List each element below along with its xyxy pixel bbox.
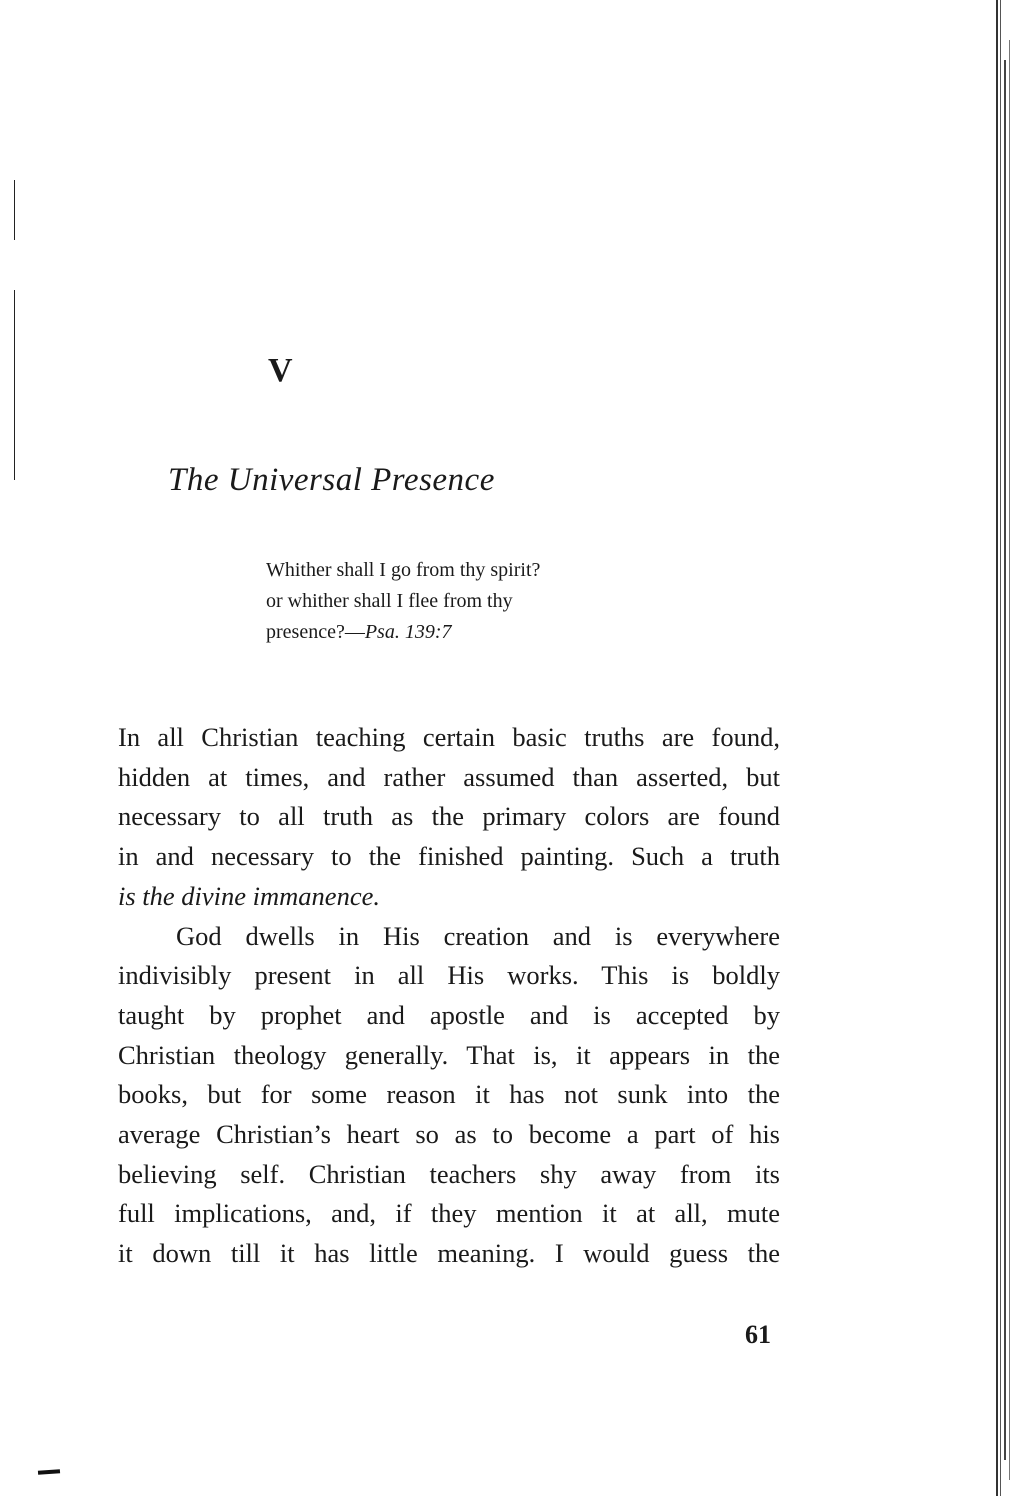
- epigraph-line: Whither shall I go from thy spirit?: [266, 559, 541, 581]
- body-text: [118, 718, 780, 1274]
- paragraph-line: necessary to all truth as the primary colors are found: [118, 801, 780, 832]
- epigraph-line: [266, 617, 686, 648]
- paragraph-line: God dwells in His creation and is everywhere: [176, 920, 780, 951]
- emphasis-text: is the divine immanence.: [118, 880, 380, 911]
- right-scan-edge: [1009, 40, 1010, 1480]
- epigraph: [266, 555, 686, 648]
- paragraph-line: believing self. Christian teachers shy away from its: [118, 1158, 780, 1189]
- chapter-title: The Universal Presence: [168, 462, 495, 498]
- epigraph-line: or whither shall I flee from thy: [266, 590, 513, 612]
- page-number: 61: [745, 1320, 771, 1349]
- scan-speck: [38, 1469, 60, 1475]
- paragraph-line: full implications, and, if they mention it at all, mute: [118, 1198, 780, 1229]
- epigraph-line-text: presence?—: [266, 621, 365, 643]
- paragraph-line: [118, 877, 780, 917]
- paragraph-line: in and necessary to the finished painting. Such a truth: [118, 841, 780, 872]
- paragraph-line: indivisibly present in all His works. This is boldly: [118, 960, 780, 991]
- paragraph-line: books, but for some reason it has not sunk into the: [118, 1079, 780, 1110]
- paragraph-line: taught by prophet and apostle and is accepted by: [118, 999, 780, 1030]
- paragraph-line: hidden at times, and rather assumed than asserted, but: [118, 761, 780, 792]
- paragraph-line: In all Christian teaching certain basic truths are found,: [118, 722, 780, 752]
- chapter-numeral: V: [268, 352, 294, 389]
- left-scan-edge: [14, 290, 15, 480]
- paragraph-line: Christian theology generally. That is, it appears in the: [118, 1039, 780, 1070]
- paragraph-line: it down till it has little meaning. I would guess the: [118, 1238, 780, 1269]
- right-scan-edge: [1000, 0, 1001, 1496]
- right-scan-edge: [1004, 60, 1006, 1460]
- left-scan-edge: [14, 180, 15, 240]
- paragraph-line: average Christian’s heart so as to become a part of his: [118, 1119, 780, 1150]
- epigraph-citation: Psa. 139:7: [364, 621, 452, 643]
- right-scan-edge: [996, 0, 998, 1496]
